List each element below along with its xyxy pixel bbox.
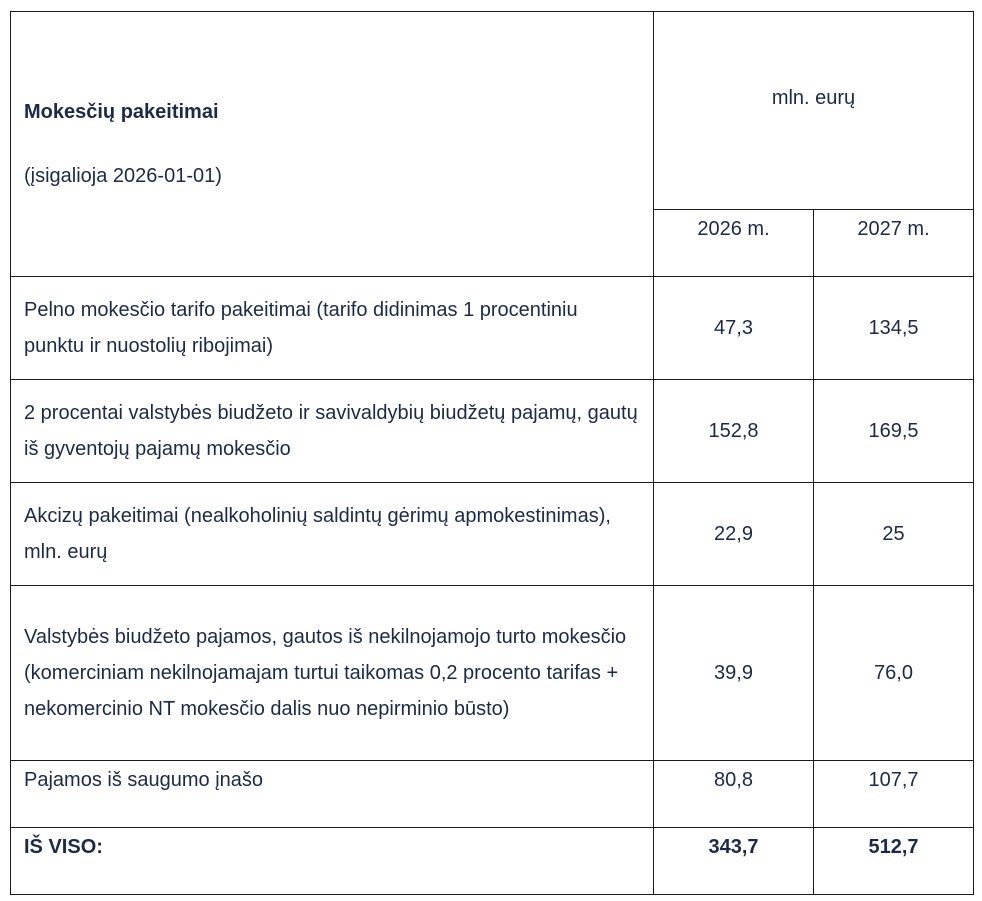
year-header-2026: 2026 m. <box>654 209 814 276</box>
total-value-2026: 343,7 <box>654 828 814 895</box>
table-row <box>11 483 974 586</box>
row-value-2027: 134,5 <box>814 277 974 380</box>
table-row <box>11 586 974 761</box>
tax-changes-table <box>10 11 974 895</box>
row-value-2027: 169,5 <box>814 380 974 483</box>
table-title: Mokesčių pakeitimai <box>24 101 219 123</box>
row-label: Pelno mokesčio tarifo pakeitimai (tarifo didinimas 1 procentiniu punktu ir nuostolių ribojimai) <box>11 277 654 380</box>
total-row <box>11 828 974 895</box>
year-header-2027: 2027 m. <box>814 209 974 276</box>
total-value-2027: 512,7 <box>814 828 974 895</box>
table-row <box>11 277 974 380</box>
row-value-2027: 107,7 <box>814 761 974 828</box>
table-row <box>11 380 974 483</box>
header-title-cell <box>11 12 654 277</box>
row-value-2027: 76,0 <box>814 586 974 761</box>
row-value-2027: 25 <box>814 483 974 586</box>
row-label: 2 procentai valstybės biudžeto ir savivaldybių biudžetų pajamų, gautų iš gyventojų pajamų mokesčio <box>11 380 654 483</box>
row-label: Pajamos iš saugumo įnašo <box>11 761 654 828</box>
row-label: Valstybės biudžeto pajamos, gautos iš nekilnojamojo turto mokesčio (komerciniam nekilnojamajam turtui taikomas 0,2 procento tarifas + nekomercinio NT mokesčio dalis nuo nepirminio būsto) <box>11 586 654 761</box>
row-label: Akcizų pakeitimai (nealkoholinių saldintų gėrimų apmokestinimas), mln. eurų <box>11 483 654 586</box>
row-value-2026: 47,3 <box>654 277 814 380</box>
row-value-2026: 39,9 <box>654 586 814 761</box>
table-subtitle: (įsigalioja 2026-01-01) <box>24 165 222 187</box>
total-label: IŠ VISO: <box>11 828 654 895</box>
row-value-2026: 80,8 <box>654 761 814 828</box>
row-value-2026: 22,9 <box>654 483 814 586</box>
table-row <box>11 761 974 828</box>
unit-label: mln. eurų <box>771 87 856 109</box>
row-value-2026: 152,8 <box>654 380 814 483</box>
unit-header-cell <box>654 12 974 210</box>
